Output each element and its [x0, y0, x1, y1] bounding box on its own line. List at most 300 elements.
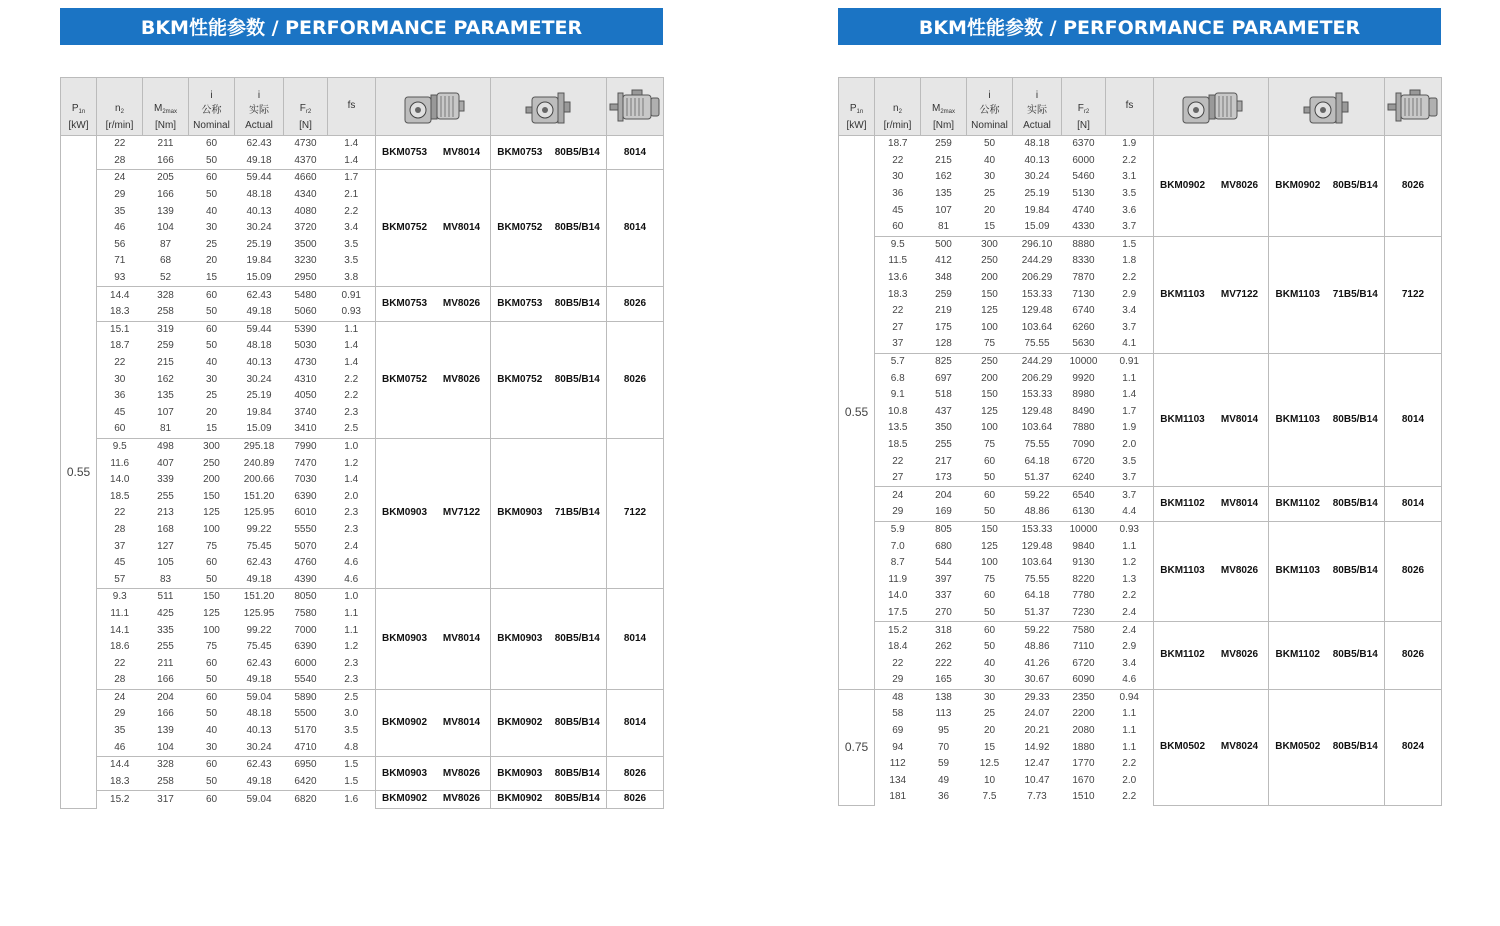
data-cell: 5030: [294, 340, 317, 352]
data-cell: 125: [203, 607, 220, 619]
data-cell: 19.84: [246, 255, 272, 267]
data-cell: 169: [935, 506, 952, 518]
data-cell: 3.7: [1122, 221, 1137, 233]
data-cell: 48.18: [246, 708, 272, 720]
data-cell: 59.22: [1013, 622, 1062, 639]
data-cell: 6390: [294, 490, 317, 502]
gearmotor-model: BKM0753 MV8014: [376, 136, 491, 170]
data-cell: 3500: [294, 238, 317, 250]
data-cell: 30: [97, 371, 143, 388]
data-cell: 100: [981, 557, 998, 569]
reducer-model: BKM0902 80B5/B14: [491, 689, 607, 756]
reducer-model: BKM1102 80B5/B14: [1269, 622, 1385, 689]
data-cell: 2.9: [1122, 288, 1137, 300]
data-cell: 100: [981, 321, 998, 333]
data-cell: 6130: [1072, 506, 1095, 518]
data-cell: 104: [157, 741, 174, 753]
data-cell: 75.55: [1024, 573, 1050, 585]
header-row: [61, 78, 664, 136]
data-cell: 51.37: [1024, 606, 1050, 618]
data-cell: 50: [983, 641, 996, 653]
data-cell: 24: [97, 689, 143, 706]
data-cell: 29: [875, 504, 921, 521]
data-cell: 5130: [1072, 188, 1095, 200]
data-cell: 1.1: [1122, 741, 1137, 753]
data-cell: 30: [205, 373, 218, 385]
motor-icon: [607, 78, 664, 136]
data-cell: 4390: [294, 573, 317, 585]
data-cell: 75.55: [1024, 438, 1050, 450]
reducer-model: BKM0902 80B5/B14: [491, 791, 607, 809]
data-cell: 4370: [294, 154, 317, 166]
data-cell: 25: [205, 390, 218, 402]
data-cell: 0.91: [1106, 353, 1154, 370]
data-cell: 4050: [294, 390, 317, 402]
data-cell: 18.3: [97, 304, 143, 321]
motor-model: 7122: [1385, 236, 1442, 353]
data-cell: 50: [983, 606, 996, 618]
data-cell: 200: [981, 272, 998, 284]
data-cell: 5170: [294, 725, 317, 737]
data-cell: 2.4: [1122, 606, 1137, 618]
data-cell: 7580: [1062, 622, 1106, 639]
data-cell: 2.3: [344, 406, 359, 418]
gearmotor-model: BKM1102 MV8026: [1154, 622, 1269, 689]
data-cell: 35: [97, 203, 143, 220]
data-cell: 328: [143, 756, 189, 773]
gearmotor-model: BKM1102 MV8014: [1154, 487, 1269, 521]
data-cell: 300: [189, 438, 235, 455]
data-cell: 35: [97, 723, 143, 740]
data-cell: 29: [875, 672, 921, 689]
data-cell: 3230: [294, 255, 317, 267]
data-cell: 15: [983, 741, 996, 753]
data-cell: 40.13: [1024, 154, 1050, 166]
data-cell: 1.7: [328, 170, 376, 187]
motor-model: 8026: [607, 756, 664, 790]
data-cell: 4660: [284, 170, 328, 187]
gearmotor-model: BKM0752 MV8014: [376, 170, 491, 287]
data-cell: 20: [205, 406, 218, 418]
data-cell: 13.6: [875, 270, 921, 287]
data-cell: 337: [935, 590, 952, 602]
fr2-header: $F_{r2}$ [N]: [1062, 78, 1106, 136]
data-cell: 805: [921, 521, 967, 538]
data-cell: 18.6: [97, 639, 143, 656]
data-cell: 125: [981, 540, 998, 552]
data-cell: 62.43: [246, 557, 272, 569]
data-cell: 7580: [294, 607, 317, 619]
data-cell: 11.5: [875, 253, 921, 270]
reducer-model: BKM1102 80B5/B14: [1269, 487, 1385, 521]
data-cell: 7990: [284, 438, 328, 455]
data-cell: 2.9: [1122, 641, 1137, 653]
data-cell: 10.8: [875, 404, 921, 421]
data-cell: 103.64: [1021, 321, 1053, 333]
i-nominal-header: i 公称 Nominal: [189, 78, 235, 136]
data-cell: 1880: [1072, 741, 1095, 753]
data-cell: 2080: [1072, 725, 1095, 737]
motor-icon: [1385, 78, 1442, 136]
data-cell: 22: [875, 453, 921, 470]
data-cell: 48.86: [1024, 641, 1050, 653]
data-cell: 40.13: [246, 725, 272, 737]
data-cell: 255: [935, 438, 952, 450]
data-cell: 1.4: [344, 474, 359, 486]
data-cell: 14.1: [97, 622, 143, 639]
fs-header: fs: [328, 78, 376, 136]
data-cell: 18.4: [875, 639, 921, 656]
data-cell: 129.48: [1021, 305, 1053, 317]
data-cell: 93: [97, 270, 143, 287]
data-cell: 30: [205, 741, 218, 753]
data-cell: 4.4: [1122, 506, 1137, 518]
data-cell: 18.3: [97, 774, 143, 791]
i-actual-header: i 实际 Actual: [1013, 78, 1062, 136]
left-panel: [60, 8, 663, 805]
data-cell: 1.4: [328, 136, 376, 153]
reducer-model: BKM0753 80B5/B14: [491, 287, 607, 321]
reducer-model: BKM0903 80B5/B14: [491, 589, 607, 690]
data-cell: 7870: [1072, 272, 1095, 284]
motor-model: 7122: [607, 438, 664, 588]
table-row: [61, 589, 664, 606]
data-cell: 75: [983, 338, 996, 350]
data-cell: 7130: [1072, 288, 1095, 300]
motor-reducer-icon: [1154, 78, 1269, 136]
data-cell: 18.7: [97, 338, 143, 355]
table-row: [839, 236, 1442, 253]
data-cell: 244.29: [1021, 255, 1053, 267]
data-cell: 30: [983, 674, 996, 686]
data-cell: 295.18: [235, 438, 284, 455]
reducer-model: BKM1103 71B5/B14: [1269, 236, 1385, 353]
data-cell: 69: [875, 723, 921, 740]
data-cell: 6.8: [875, 370, 921, 387]
data-cell: 240.89: [243, 457, 275, 469]
data-cell: 4340: [294, 189, 317, 201]
data-cell: 300: [967, 236, 1013, 253]
data-cell: 1670: [1072, 774, 1095, 786]
data-cell: 49.18: [246, 573, 272, 585]
data-cell: 7.5: [982, 791, 997, 803]
data-cell: 68: [159, 255, 172, 267]
data-cell: 1.5: [328, 756, 376, 773]
reducer-model: BKM0502 80B5/B14: [1269, 689, 1385, 806]
data-cell: 4.6: [344, 573, 359, 585]
data-cell: 60: [967, 622, 1013, 639]
data-cell: 40: [205, 357, 218, 369]
data-cell: 30.24: [246, 373, 272, 385]
data-cell: 258: [157, 306, 174, 318]
data-cell: 19.84: [1024, 204, 1050, 216]
data-cell: 8490: [1072, 405, 1095, 417]
data-cell: 9.1: [875, 387, 921, 404]
data-cell: 2.2: [344, 373, 359, 385]
motor-reducer-icon: [376, 78, 491, 136]
right-panel: [838, 8, 1441, 803]
data-cell: 4730: [284, 136, 328, 153]
data-cell: 6950: [284, 756, 328, 773]
data-cell: 211: [157, 657, 174, 669]
motor-model: 8014: [1385, 487, 1442, 521]
panel-title: BKM性能参数 / PERFORMANCE PARAMETER: [838, 8, 1441, 45]
data-cell: 1510: [1072, 791, 1095, 803]
data-cell: 319: [143, 321, 189, 338]
data-cell: 30: [875, 169, 921, 186]
data-cell: 70: [937, 741, 950, 753]
data-cell: 162: [935, 171, 952, 183]
data-cell: 6540: [1062, 487, 1106, 504]
data-cell: 49: [937, 774, 950, 786]
data-cell: 7880: [1072, 422, 1095, 434]
data-cell: 200.66: [243, 474, 275, 486]
data-cell: 317: [143, 791, 189, 809]
data-cell: 12.5: [979, 758, 1000, 770]
data-cell: 1.3: [1122, 573, 1137, 585]
data-cell: 60: [967, 487, 1013, 504]
motor-model: 8026: [1385, 521, 1442, 622]
data-cell: 6010: [294, 507, 317, 519]
data-cell: 41.26: [1024, 657, 1050, 669]
data-cell: 125.95: [243, 507, 275, 519]
data-cell: 181: [875, 789, 921, 806]
data-cell: 6740: [1072, 305, 1095, 317]
data-cell: 1.1: [328, 321, 376, 338]
data-cell: 206.29: [1021, 372, 1053, 384]
data-cell: 697: [935, 372, 952, 384]
data-cell: 18.3: [875, 286, 921, 303]
n2-header: $n_2$ [r/min]: [97, 78, 143, 136]
data-cell: 11.6: [97, 455, 143, 472]
reducer-icon: [491, 78, 607, 136]
data-cell: 1.7: [1122, 405, 1137, 417]
data-cell: 135: [935, 188, 952, 200]
data-cell: 25.19: [1024, 188, 1050, 200]
data-cell: 2.3: [344, 507, 359, 519]
data-cell: 50: [983, 506, 996, 518]
data-cell: 15.09: [246, 272, 272, 284]
data-cell: 0.94: [1106, 689, 1154, 706]
data-cell: 29: [97, 187, 143, 204]
reducer-icon: [1269, 78, 1385, 136]
data-cell: 7470: [294, 457, 317, 469]
data-cell: 3.7: [1122, 321, 1137, 333]
data-cell: 139: [157, 725, 174, 737]
data-cell: 22: [875, 655, 921, 672]
data-cell: 153.33: [1021, 389, 1053, 401]
power-cell: 0.55: [61, 136, 97, 809]
data-cell: 100: [203, 523, 220, 535]
table-row: [61, 438, 664, 455]
data-cell: 49.18: [246, 306, 272, 318]
data-cell: 339: [157, 474, 174, 486]
reducer-model: BKM0753 80B5/B14: [491, 136, 607, 170]
data-cell: 20: [983, 204, 996, 216]
data-cell: 75.45: [246, 641, 272, 653]
data-cell: 7090: [1072, 438, 1095, 450]
data-cell: 6420: [294, 775, 317, 787]
gearmotor-model: BKM1103 MV8014: [1154, 353, 1269, 487]
data-cell: 215: [157, 357, 174, 369]
data-cell: 4.6: [1122, 674, 1137, 686]
data-cell: 150: [981, 389, 998, 401]
data-cell: 168: [157, 523, 174, 535]
data-cell: 2.4: [344, 540, 359, 552]
data-cell: 103.64: [1021, 557, 1053, 569]
data-cell: 259: [157, 340, 174, 352]
reducer-model: BKM0752 80B5/B14: [491, 170, 607, 287]
data-cell: 15.09: [1024, 221, 1050, 233]
data-cell: 139: [157, 205, 174, 217]
data-cell: 45: [97, 555, 143, 572]
data-cell: 8220: [1072, 573, 1095, 585]
data-cell: 2350: [1062, 689, 1106, 706]
data-cell: 10000: [1062, 353, 1106, 370]
data-cell: 1.1: [344, 624, 359, 636]
data-cell: 60: [983, 455, 996, 467]
data-cell: 62.43: [246, 657, 272, 669]
data-cell: 18.7: [875, 136, 921, 153]
data-cell: 0.93: [341, 306, 361, 318]
data-cell: 1.5: [344, 775, 359, 787]
data-cell: 28: [97, 153, 143, 170]
data-cell: 22: [875, 303, 921, 320]
data-cell: 45: [97, 405, 143, 422]
data-cell: 206.29: [1021, 272, 1053, 284]
data-cell: 2.0: [1122, 774, 1137, 786]
data-cell: 11.9: [875, 571, 921, 588]
data-cell: 60: [189, 689, 235, 706]
data-cell: 200: [981, 372, 998, 384]
data-cell: 29.33: [1013, 689, 1062, 706]
data-cell: 6820: [284, 791, 328, 809]
data-cell: 166: [157, 154, 174, 166]
data-cell: 27: [875, 470, 921, 487]
data-cell: 15.1: [97, 321, 143, 338]
data-cell: 94: [875, 739, 921, 756]
data-cell: 4740: [1072, 204, 1095, 216]
data-cell: 30.24: [1024, 171, 1050, 183]
data-cell: 15.09: [246, 423, 272, 435]
data-cell: 18.5: [875, 437, 921, 454]
data-cell: 48.18: [246, 189, 272, 201]
data-cell: 64.18: [1024, 590, 1050, 602]
data-cell: 40: [983, 154, 996, 166]
data-cell: 48.86: [1024, 506, 1050, 518]
table-row: [839, 136, 1442, 153]
data-cell: 15: [205, 272, 218, 284]
data-cell: 3.0: [344, 708, 359, 720]
data-cell: 14.0: [97, 472, 143, 489]
data-cell: 30.24: [246, 741, 272, 753]
data-cell: 22: [97, 505, 143, 522]
data-cell: 15: [983, 221, 996, 233]
data-cell: 222: [935, 657, 952, 669]
data-cell: 6090: [1072, 674, 1095, 686]
table-row: [839, 521, 1442, 538]
data-cell: 27: [875, 320, 921, 337]
data-cell: 500: [921, 236, 967, 253]
data-cell: 4760: [294, 557, 317, 569]
reducer-model: BKM1103 80B5/B14: [1269, 521, 1385, 622]
data-cell: 50: [205, 340, 218, 352]
data-cell: 825: [921, 353, 967, 370]
data-cell: 6000: [1072, 154, 1095, 166]
data-cell: 30: [967, 689, 1013, 706]
data-cell: 9.3: [97, 589, 143, 606]
data-cell: 87: [159, 238, 172, 250]
table-row: [61, 136, 664, 153]
data-cell: 60: [205, 657, 218, 669]
data-cell: 59: [937, 758, 950, 770]
data-cell: 36: [937, 791, 950, 803]
data-cell: 5500: [294, 708, 317, 720]
data-cell: 22: [875, 153, 921, 170]
data-cell: 150: [981, 288, 998, 300]
data-cell: 50: [983, 472, 996, 484]
data-cell: 62.43: [235, 136, 284, 153]
data-cell: 7.73: [1027, 791, 1047, 803]
data-cell: 244.29: [1013, 353, 1062, 370]
data-cell: 250: [203, 457, 220, 469]
data-cell: 2.3: [344, 657, 359, 669]
data-cell: 19.84: [246, 406, 272, 418]
performance-table: [838, 77, 1442, 806]
data-cell: 25: [205, 238, 218, 250]
data-cell: 2.3: [344, 674, 359, 686]
motor-model: 8024: [1385, 689, 1442, 806]
data-cell: 103.64: [1021, 422, 1053, 434]
data-cell: 3.5: [344, 255, 359, 267]
data-cell: 8330: [1072, 255, 1095, 267]
data-cell: 24: [875, 487, 921, 504]
data-cell: 350: [935, 422, 952, 434]
data-cell: 204: [143, 689, 189, 706]
data-cell: 60: [97, 421, 143, 438]
data-cell: 60: [189, 287, 235, 304]
gearmotor-model: BKM1103 MV8026: [1154, 521, 1269, 622]
data-cell: 60: [189, 170, 235, 187]
data-cell: 60: [875, 219, 921, 236]
table-row: [61, 170, 664, 187]
data-cell: 5890: [284, 689, 328, 706]
data-cell: 255: [157, 641, 174, 653]
reducer-model: BKM0903 80B5/B14: [491, 756, 607, 790]
data-cell: 1.5: [1106, 236, 1154, 253]
data-cell: 1.2: [1122, 557, 1137, 569]
data-cell: 22: [97, 355, 143, 372]
motor-model: 8014: [607, 136, 664, 170]
data-cell: 4080: [294, 205, 317, 217]
data-cell: 40: [205, 205, 218, 217]
data-cell: 36: [875, 186, 921, 203]
data-cell: 1.6: [328, 791, 376, 809]
gearmotor-model: BKM0902 MV8026: [376, 791, 491, 809]
panel-title: BKM性能参数 / PERFORMANCE PARAMETER: [60, 8, 663, 45]
data-cell: 3.4: [344, 222, 359, 234]
data-cell: 0.93: [1106, 521, 1154, 538]
data-cell: 4710: [294, 741, 317, 753]
data-cell: 15: [205, 423, 218, 435]
data-cell: 50: [205, 306, 218, 318]
data-cell: 2.2: [1122, 590, 1137, 602]
data-cell: 153.33: [1021, 288, 1053, 300]
data-cell: 1.4: [344, 154, 359, 166]
data-cell: 3410: [294, 423, 317, 435]
data-cell: 2.5: [344, 423, 359, 435]
data-cell: 7780: [1072, 590, 1095, 602]
